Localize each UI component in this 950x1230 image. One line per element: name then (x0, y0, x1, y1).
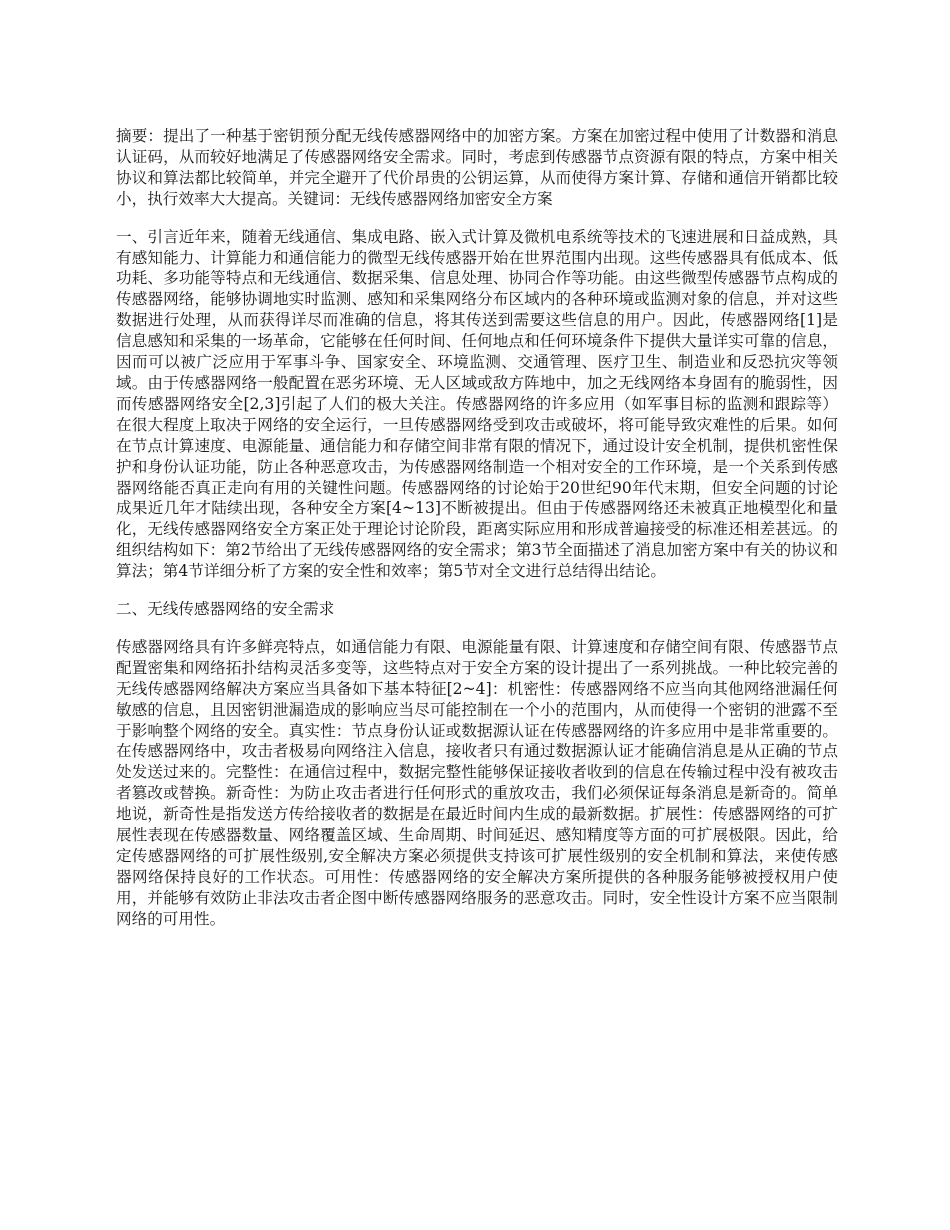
introduction-paragraph: 一、引言近年来，随着无线通信、集成电路、嵌入式计算及微机电系统等技术的飞速进展和日益成熟，具有感知能力、计算能力和通信能力的微型无线传感器开始在世界范围内出现。这些传感器具有低成本、低功耗、多功能等特点和无线通信、数据采集、信息处理、协同合作等功能。由这些微型传感器节点构成的传感器网络，能够协调地实时监测、感知和采集网络分布区域内的各种环境或监测对象的信息，并对这些数据进行处理，从而获得详尽而准确的信息，将其传送到需要这些信息的用户。因此，传感器网络[1]是信息感知和采集的一场革命，它能够在任何时间、任何地点和任何环境条件下提供大量详实可靠的信息，因而可以被广泛应用于军事斗争、国家安全、环境监测、交通管理、医疗卫生、制造业和反恐抗灾等领域。由于传感器网络一般配置在恶劣环境、无人区域或敌方阵地中，加之无线网络本身固有的脆弱性，因而传感器网络安全[2,3]引起了人们的极大关注。传感器网络的许多应用（如军事目标的监测和跟踪等）在很大程度上取决于网络的安全运行，一旦传感器网络受到攻击或破坏，将可能导致灾难性的后果。如何在节点计算速度、电源能量、通信能力和存储空间非常有限的情况下，通过设计安全机制，提供机密性保护和身份认证功能，防止各种恶意攻击，为传感器网络制造一个相对安全的工作环境，是一个关系到传感器网络能否真正走向有用的关键性问题。传感器网络的讨论始于20世纪90年代末期，但安全问题的讨论成果近几年才陆续出现，各种安全方案[4~13]不断被提出。但由于传感器网络还未被真正地模型化和量化，无线传感器网络安全方案正处于理论讨论阶段，距离实际应用和形成普遍接受的标准还相差甚远。的组织结构如下：第2节给出了无线传感器网络的安全需求；第3节全面描述了消息加密方案中有关的协议和算法；第4节详细分析了方案的安全性和效率；第5节对全文进行总结得出结论。 (116, 227, 838, 581)
section-heading-security-requirements: 二、无线传感器网络的安全需求 (116, 600, 335, 619)
abstract-paragraph: 摘要：提出了一种基于密钥预分配无线传感器网络中的加密方案。方案在加密过程中使用了计数器和消息认证码，从而较好地满足了传感器网络安全需求。同时，考虑到传感器节点资源有限的特点，方案中相关协议和算法都比较简单，并完全避开了代价昂贵的公钥运算，从而使得方案计算、存储和通信开销都比较小，执行效率大大提高。关键词：无线传感器网络加密安全方案 (116, 127, 838, 208)
security-requirements-paragraph: 传感器网络具有许多鲜亮特点，如通信能力有限、电源能量有限、计算速度和存储空间有限、传感器节点配置密集和网络拓扑结构灵活多变等，这些特点对于安全方案的设计提出了一系列挑战。一种比较完善的无线传感器网络解决方案应当具备如下基本特征[2~4]：机密性：传感器网络不应当向其他网络泄漏任何敏感的信息，且因密钥泄漏造成的影响应当尽可能控制在一个小的范围内，从而使得一个密钥的泄露不至于影响整个网络的安全。真实性：节点身份认证或数据源认证在传感器网络的许多应用中是非常重要的。在传感器网络中，攻击者极易向网络注入信息，接收者只有通过数据源认证才能确信消息是从正确的节点处发送过来的。完整性：在通信过程中，数据完整性能够保证接收者收到的信息在传输过程中没有被攻击者篡改或替换。新奇性：为防止攻击者进行任何形式的重放攻击，我们必须保证每条消息是新奇的。简单地说，新奇性是指发送方传给接收者的数据是在最近时间内生成的最新数据。扩展性：传感器网络的可扩展性表现在传感器数量、网络覆盖区域、生命周期、时间延迟、感知精度等方面的可扩展极限。因此，给定传感器网络的可扩展性级别,安全解决方案必须提供支持该可扩展性级别的安全机制和算法，来使传感器网络保持良好的工作状态。可用性：传感器网络的安全解决方案所提供的各种服务能够被授权用户使用，并能够有效防止非法攻击者企图中断传感器网络服务的恶意攻击。同时，安全性设计方案不应当限制网络的可用性。 (116, 637, 838, 928)
document-page (116, 126, 838, 947)
